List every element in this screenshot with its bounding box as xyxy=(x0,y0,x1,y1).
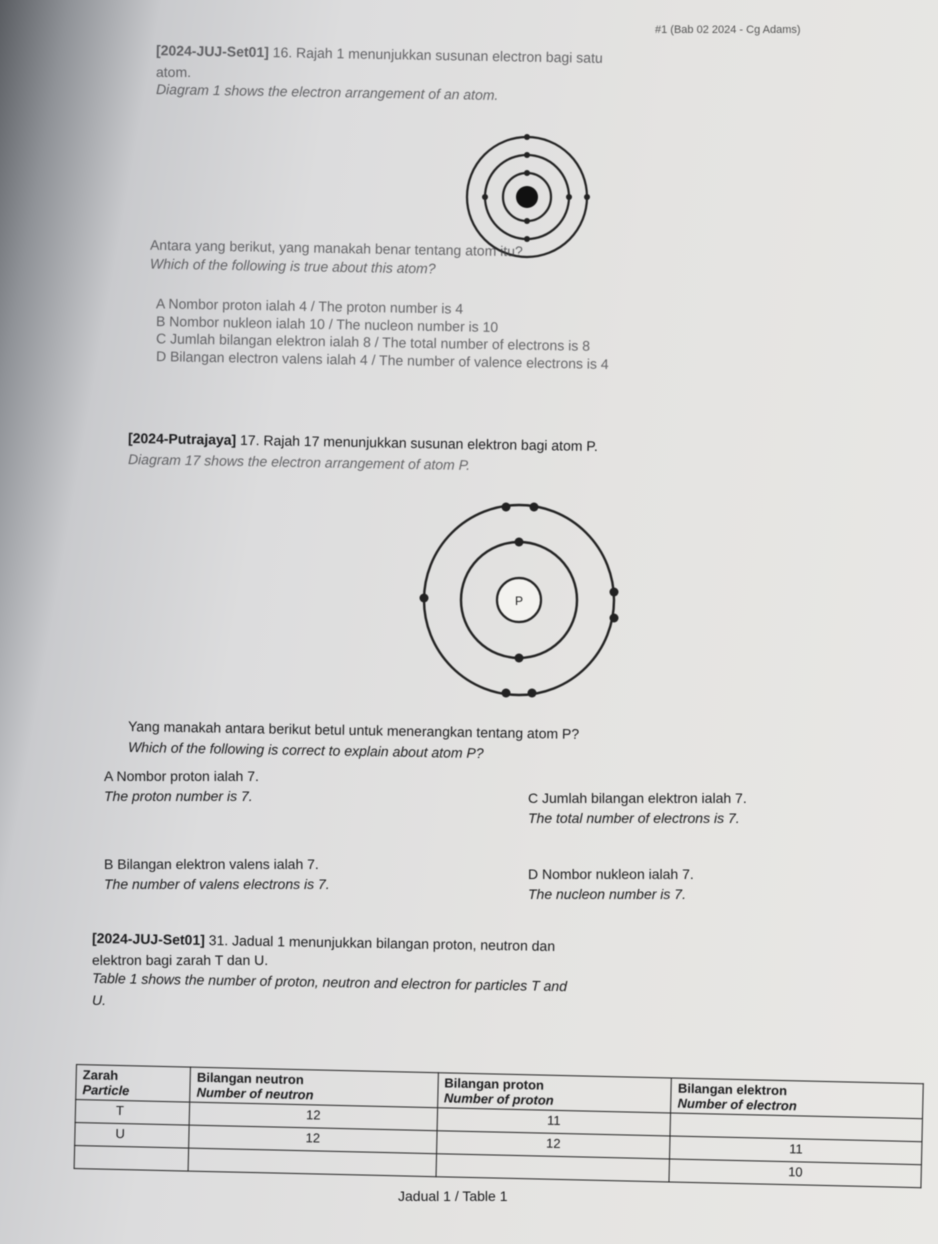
q16-number: 16. xyxy=(272,44,293,61)
table-cell: 11 xyxy=(437,1108,671,1136)
q17-atom-diagram xyxy=(406,500,636,700)
q16-source: [2024-JUJ-Set01] xyxy=(155,42,270,61)
q31-number: 31. xyxy=(208,931,229,949)
table-cell xyxy=(188,1148,436,1177)
q17-electron xyxy=(610,588,619,597)
q16-option[interactable]: B Nombor nukleon ialah 10 / The nucleon number is 10 xyxy=(155,313,499,335)
q16-ask-ms: Antara yang berikut, yang manakah benar tentang atom itu? xyxy=(149,236,523,260)
table-cell xyxy=(436,1154,670,1182)
q17-option-a[interactable]: A Nombor proton ialah 7. The proton number is 7. xyxy=(104,768,259,804)
table-caption: Jadual 1 / Table 1 xyxy=(398,1188,508,1204)
q16-diagram-caption: Diagram 1 shows the electron arrangement of an atom. xyxy=(155,81,499,103)
q17-option-b[interactable]: B Bilangan elektron valens ialah 7. The number of valens electrons is 7. xyxy=(104,856,330,892)
table-cell: 12 xyxy=(189,1102,437,1131)
q16-electron xyxy=(524,170,530,176)
q16-electron xyxy=(584,194,590,200)
table-header: Zarah Particle xyxy=(76,1065,191,1103)
q31-table xyxy=(74,1064,924,1188)
q16-option[interactable]: A Nombor proton ialah 4 / The proton number is 4 xyxy=(155,295,464,317)
q31-text-en2: U. xyxy=(92,992,106,1008)
q17-stem xyxy=(128,430,598,454)
q17-text-ms: Rajah 17 menunjukkan susunan elektron bagi atom P. xyxy=(263,432,598,455)
table-cell: 12 xyxy=(436,1131,670,1159)
q16-electron xyxy=(566,194,572,200)
q17-ask-ms: Yang manakah antara berikut betul untuk menerangkan tentang atom P? xyxy=(127,718,580,742)
table-cell xyxy=(74,1145,189,1171)
q16-nucleus xyxy=(516,186,538,208)
table-header: Bilangan elektron Number of electron xyxy=(671,1078,923,1119)
q17-electron xyxy=(420,594,429,603)
q16-text-ms2: atom. xyxy=(156,64,192,80)
q17-electron xyxy=(515,538,524,547)
table-cell: T xyxy=(75,1100,190,1126)
q31-source: [2024-JUJ-Set01] xyxy=(91,929,206,948)
table-cell: 12 xyxy=(189,1125,437,1154)
q31-text-ms2: elektron bagi zarah T dan U. xyxy=(92,952,269,968)
q17-nucleus-label: P xyxy=(514,594,524,608)
q16-text-ms: Rajah 1 menunjukkan susunan electron bagi satu xyxy=(295,44,603,66)
q17-electron xyxy=(515,654,524,663)
table-cell: 11 xyxy=(670,1136,922,1165)
q16-electron xyxy=(524,134,530,140)
q17-electron xyxy=(530,503,539,512)
table-header: Bilangan neutron Number of neutron xyxy=(190,1067,438,1108)
q17-option-d[interactable]: D Nombor nukleon ialah 7. The nucleon number is 7. xyxy=(528,866,694,902)
q17-diagram-caption: Diagram 17 shows the electron arrangement of atom P. xyxy=(127,451,471,473)
q31-stem xyxy=(92,930,555,954)
q16-electron xyxy=(524,152,530,158)
q17-electron xyxy=(502,503,511,512)
q17-option-c[interactable]: C Jumlah bilangan elektron ialah 7. The total number of electrons is 7. xyxy=(528,790,747,826)
q17-electron xyxy=(502,689,511,698)
table-cell: 10 xyxy=(669,1159,921,1188)
q16-option[interactable]: C Jumlah bilangan elektron ialah 8 / The total number of electrons is 8 xyxy=(155,330,591,354)
q17-electron xyxy=(528,689,537,698)
q16-electron xyxy=(524,218,530,224)
q16-option[interactable]: D Bilangan electron valens ialah 4 / The number of valence electrons is 4 xyxy=(155,348,609,372)
q17-number: 17. xyxy=(239,431,260,449)
q17-source: [2024-Putrajaya] xyxy=(127,429,237,448)
q31-text-en: Table 1 shows the number of proton, neutron and electron for particles T and xyxy=(91,969,568,995)
q31-text-ms: Jadual 1 menunjukkan bilangan proton, neutron dan xyxy=(231,932,556,955)
table-cell: U xyxy=(75,1122,190,1148)
q16-electron xyxy=(482,194,488,200)
q16-ask-en: Which of the following is true about this atom? xyxy=(149,255,436,277)
q17-electron xyxy=(610,614,619,623)
q17-ask-en: Which of the following is correct to explain about atom P? xyxy=(127,738,484,762)
q16-electron xyxy=(524,236,530,242)
table-header: Bilangan proton Number of proton xyxy=(437,1073,671,1113)
header-reference: #1 (Bab 02 2024 - Cg Adams) xyxy=(655,24,801,36)
q16-stem xyxy=(156,42,603,66)
